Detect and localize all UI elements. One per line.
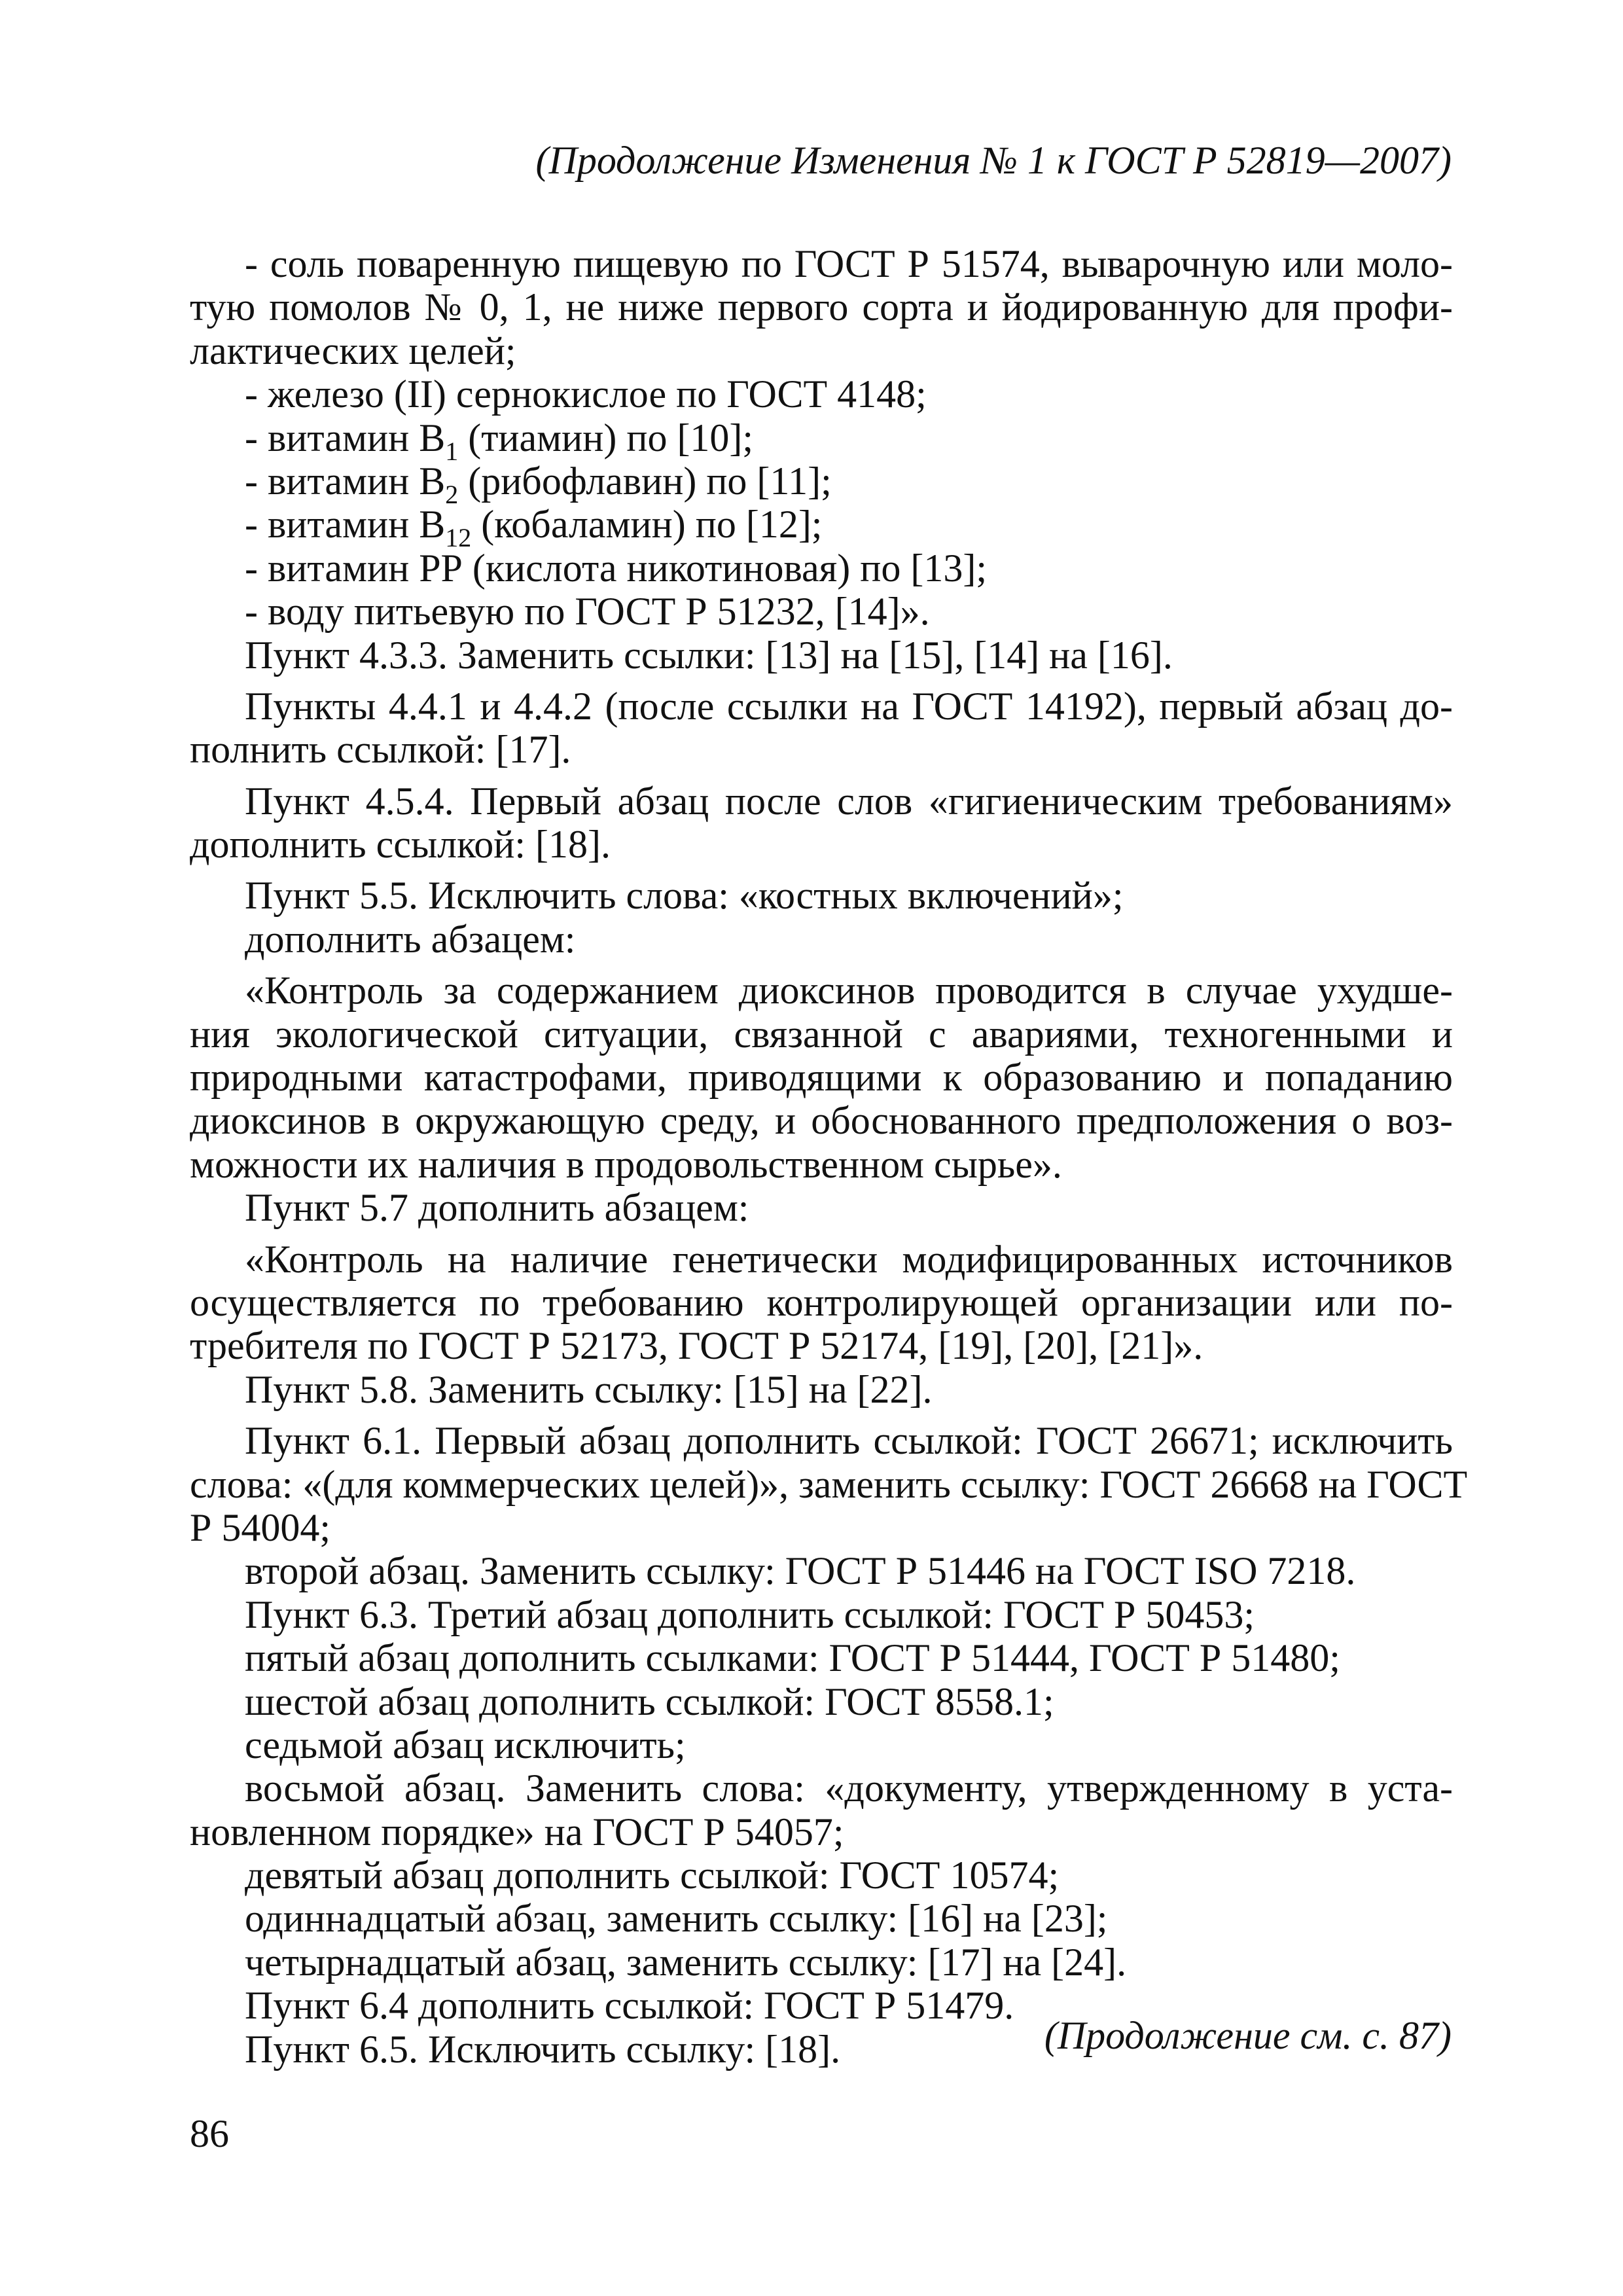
text-line: новленном порядке» на ГОСТ Р 54057; [190,1810,844,1854]
text-line: пятый абзац дополнить ссылками: ГОСТ Р 51444, ГОСТ Р 51480; [245,1636,1340,1680]
text-line: Пункт 6.1. Первый абзац дополнить ссылкой: ГОСТ 26671; исключить [245,1419,1453,1463]
text-line: Пункт 6.4 дополнить ссылкой: ГОСТ Р 51479. [245,1984,1014,2028]
text-line: - соль поваренную пищевую по ГОСТ Р 51574, выварочную или моло- [245,242,1453,285]
text-line: восьмой абзац. Заменить слова: «документу, утвержденному в уста- [245,1767,1453,1810]
text-line: Пункт 6.3. Третий абзац дополнить ссылкой: ГОСТ Р 50453; [245,1592,1255,1636]
text-line: ния экологической ситуации, связанной с авариями, техногенными и [190,1012,1453,1056]
document-body [190,242,1468,2071]
text-line: Пункты 4.4.1 и 4.4.2 (после ссылки на ГОСТ 14192), первый абзац до- [245,684,1453,728]
text-line: требителя по ГОСТ Р 52173, ГОСТ Р 52174, [19], [20], [21]». [190,1324,1204,1368]
text-line: Р 54004; [190,1505,331,1549]
text-line: полнить ссылкой: [17]. [190,728,571,772]
text-line: «Контроль за содержанием диоксинов проводится в случае ухудше- [245,969,1453,1013]
text-line-vitamin-b1: - витамин $B_1$ (тиамин) по [10]; [245,416,754,466]
text-line: Пункт 5.7 дополнить абзацем: [245,1186,749,1230]
text-line: слова: «(для коммерческих целей)», заменить ссылку: ГОСТ 26668 на ГОСТ [190,1462,1468,1506]
text-line: - железо (II) сернокислое по ГОСТ 4148; [245,372,927,416]
text-line: Пункт 5.5. Исключить слова: «костных включений»; [245,874,1124,918]
text-line: седьмой абзац исключить; [245,1723,686,1767]
text-line: диоксинов в окружающую среду, и обоснованного предположения о воз- [190,1099,1453,1143]
text-line: дополнить ссылкой: [18]. [190,823,611,867]
text-line: шестой абзац дополнить ссылкой: ГОСТ 8558.1; [245,1679,1054,1723]
text-line-vitamin-b2: - витамин $B_2$ (рибофлавин) по [11]; [245,459,832,509]
text-line: Пункт 5.8. Заменить ссылку: [15] на [22]. [245,1367,933,1411]
text-line: Пункт 4.3.3. Заменить ссылки: [13] на [15], [14] на [16]. [245,633,1173,677]
text-line: природными катастрофами, приводящими к образованию и попаданию [190,1056,1453,1100]
text-line: девятый абзац дополнить ссылкой: ГОСТ 10574; [245,1854,1060,1897]
text-line: Пункт 4.5.4. Первый абзац после слов «гигиеническим требованиям» [245,779,1453,823]
page-number: 86 [190,2112,229,2155]
text-line: дополнить абзацем: [245,917,576,961]
text-line: осуществляется по требованию контролирующей организации или по- [190,1280,1453,1324]
text-line-vitamin-b12: - витамин $B_{12}$ (кобаламин) по [12]; [245,503,823,553]
continuation-note: (Продолжение см. с. 87) [1044,2014,1452,2057]
text-line: лактических целей; [190,329,516,372]
text-line: четырнадцатый абзац, заменить ссылку: [17] на [24]. [245,1940,1127,1984]
text-line: - воду питьевую по ГОСТ Р 51232, [14]». [245,590,930,634]
continuation-header: (Продолжение Изменения № 1 к ГОСТ Р 52819—2007) [535,139,1452,182]
text-line: можности их наличия в продовольственном сырье». [190,1142,1062,1186]
text-line: второй абзац. Заменить ссылку: ГОСТ Р 51446 на ГОСТ ISO 7218. [245,1549,1356,1593]
text-line: - витамин РР (кислота никотиновая) по [13]; [245,546,987,590]
text-line: «Контроль на наличие генетически модифицированных источников [245,1237,1453,1281]
text-line: тую помолов № 0, 1, не ниже первого сорта и йодированную для профи- [190,285,1453,329]
text-line: одиннадцатый абзац, заменить ссылку: [16] на [23]; [245,1897,1108,1941]
text-line: Пункт 6.5. Исключить ссылку: [18]. [245,2027,841,2071]
